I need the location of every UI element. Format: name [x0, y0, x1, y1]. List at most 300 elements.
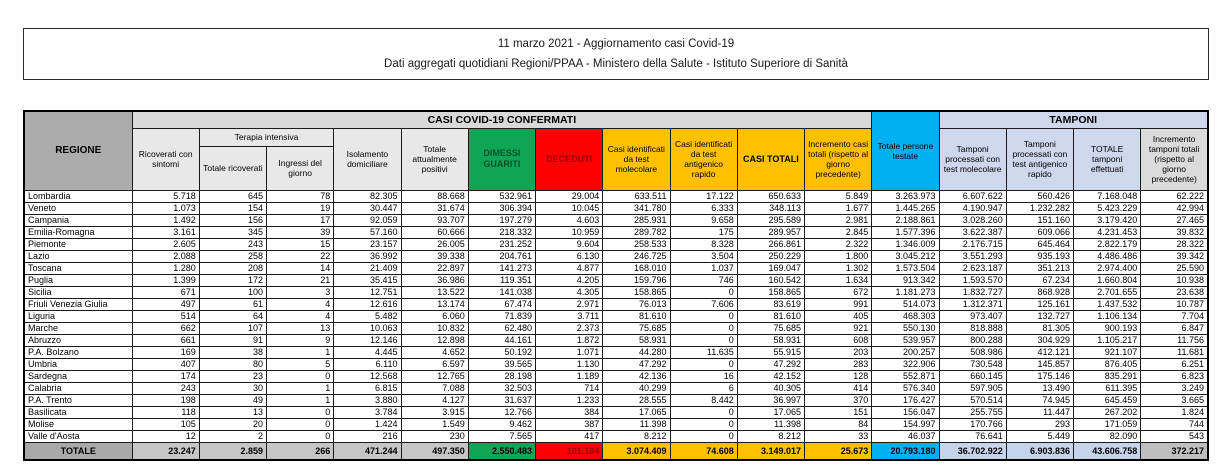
value-cell: 231.252 — [468, 238, 535, 250]
table-row — [24, 214, 1208, 226]
value-cell: 7.168.048 — [1074, 190, 1141, 202]
value-cell: 405 — [805, 310, 872, 322]
value-cell: 28.555 — [603, 394, 670, 406]
value-cell: 714 — [536, 382, 603, 394]
value-cell: 25.590 — [1141, 262, 1208, 274]
value-cell: 119.351 — [468, 274, 535, 286]
value-cell: 174 — [132, 370, 199, 382]
col-header-persone-testate: Totale persone testate — [872, 111, 939, 190]
value-cell: 158.865 — [737, 286, 804, 298]
value-cell: 156 — [199, 214, 266, 226]
value-cell: 935.193 — [1006, 250, 1073, 262]
value-cell: 203 — [805, 346, 872, 358]
table-row — [24, 418, 1208, 430]
value-cell: 26.005 — [401, 238, 468, 250]
value-cell: 2.623.187 — [939, 262, 1006, 274]
value-cell: 597.905 — [939, 382, 1006, 394]
total-value-cell: 25.673 — [805, 442, 872, 460]
col-header-ingressi-giorno: Ingressi del giorno — [267, 146, 334, 190]
value-cell: 2.322 — [805, 238, 872, 250]
value-cell: 11.398 — [737, 418, 804, 430]
value-cell: 100 — [199, 286, 266, 298]
value-cell: 42.152 — [737, 370, 804, 382]
region-name-cell: Piemonte — [24, 238, 132, 250]
value-cell: 570.514 — [939, 394, 1006, 406]
value-cell: 0 — [267, 370, 334, 382]
value-cell: 28.198 — [468, 370, 535, 382]
value-cell: 81.610 — [603, 310, 670, 322]
value-cell: 172 — [199, 274, 266, 286]
region-name-cell: P.A. Trento — [24, 394, 132, 406]
value-cell: 1.312.371 — [939, 298, 1006, 310]
group-header-tamponi: TAMPONI — [939, 111, 1208, 128]
value-cell: 1.677 — [805, 202, 872, 214]
value-cell: 175.146 — [1006, 370, 1073, 382]
value-cell: 17.122 — [670, 190, 737, 202]
table-row — [24, 202, 1208, 214]
value-cell: 7.606 — [670, 298, 737, 310]
value-cell: 289.957 — [737, 226, 804, 238]
region-name-cell: Sicilia — [24, 286, 132, 298]
value-cell: 11.398 — [603, 418, 670, 430]
value-cell: 1.037 — [670, 262, 737, 274]
value-cell: 0 — [670, 334, 737, 346]
value-cell: 154 — [199, 202, 266, 214]
value-cell: 20 — [199, 418, 266, 430]
value-cell: 12.616 — [334, 298, 401, 310]
value-cell: 1.106.134 — [1074, 310, 1141, 322]
value-cell: 3.028.260 — [939, 214, 1006, 226]
value-cell: 58.931 — [737, 334, 804, 346]
col-header-regione: REGIONE — [24, 111, 132, 190]
value-cell: 12 — [132, 430, 199, 442]
table-row — [24, 286, 1208, 298]
value-cell: 412.121 — [1006, 346, 1073, 358]
value-cell: 3.711 — [536, 310, 603, 322]
value-cell: 4.877 — [536, 262, 603, 274]
value-cell: 3.665 — [1141, 394, 1208, 406]
value-cell: 67.474 — [468, 298, 535, 310]
value-cell: 60.666 — [401, 226, 468, 238]
value-cell: 35.415 — [334, 274, 401, 286]
value-cell: 1.445.265 — [872, 202, 939, 214]
value-cell: 900.193 — [1074, 322, 1141, 334]
value-cell: 9 — [267, 334, 334, 346]
value-cell: 304.929 — [1006, 334, 1073, 346]
value-cell: 4.445 — [334, 346, 401, 358]
value-cell: 0 — [670, 418, 737, 430]
value-cell: 9.658 — [670, 214, 737, 226]
value-cell: 414 — [805, 382, 872, 394]
value-cell: 218.332 — [468, 226, 535, 238]
value-cell: 80 — [199, 358, 266, 370]
value-cell: 0 — [267, 418, 334, 430]
value-cell: 6.607.622 — [939, 190, 1006, 202]
value-cell: 82.090 — [1074, 430, 1141, 442]
value-cell: 645 — [199, 190, 266, 202]
value-cell: 370 — [805, 394, 872, 406]
value-cell: 0 — [267, 406, 334, 418]
value-cell: 46.037 — [872, 430, 939, 442]
value-cell: 1.824 — [1141, 406, 1208, 418]
value-cell: 4.652 — [401, 346, 468, 358]
value-cell: 576.340 — [872, 382, 939, 394]
table-body — [24, 190, 1208, 442]
value-cell: 1.232.282 — [1006, 202, 1073, 214]
value-cell: 198 — [132, 394, 199, 406]
value-cell: 3.161 — [132, 226, 199, 238]
value-cell: 1.832.727 — [939, 286, 1006, 298]
value-cell: 2.176.715 — [939, 238, 1006, 250]
value-cell: 5.423.229 — [1074, 202, 1141, 214]
value-cell: 128 — [805, 370, 872, 382]
value-cell: 913.342 — [872, 274, 939, 286]
value-cell: 12.765 — [401, 370, 468, 382]
region-name-cell: Liguria — [24, 310, 132, 322]
value-cell: 1.800 — [805, 250, 872, 262]
value-cell: 2 — [199, 430, 266, 442]
value-cell: 6.823 — [1141, 370, 1208, 382]
value-cell: 532.961 — [468, 190, 535, 202]
table-row — [24, 382, 1208, 394]
value-cell: 0 — [670, 286, 737, 298]
value-cell: 6.847 — [1141, 322, 1208, 334]
value-cell: 44.280 — [603, 346, 670, 358]
value-cell: 835.291 — [1074, 370, 1141, 382]
value-cell: 921 — [805, 322, 872, 334]
value-cell: 14 — [267, 262, 334, 274]
value-cell: 10.959 — [536, 226, 603, 238]
value-cell: 746 — [670, 274, 737, 286]
value-cell: 384 — [536, 406, 603, 418]
value-cell: 1.130 — [536, 358, 603, 370]
value-cell: 4.486.486 — [1074, 250, 1141, 262]
table-row — [24, 298, 1208, 310]
value-cell: 42.136 — [603, 370, 670, 382]
value-cell: 1.593.570 — [939, 274, 1006, 286]
value-cell: 8.442 — [670, 394, 737, 406]
value-cell: 608 — [805, 334, 872, 346]
total-value-cell: 74.608 — [670, 442, 737, 460]
value-cell: 468.303 — [872, 310, 939, 322]
value-cell: 230 — [401, 430, 468, 442]
value-cell: 23 — [199, 370, 266, 382]
value-cell: 267.202 — [1074, 406, 1141, 418]
value-cell: 0 — [670, 406, 737, 418]
value-cell: 3.045.212 — [872, 250, 939, 262]
table-row — [24, 238, 1208, 250]
value-cell: 158.865 — [603, 286, 670, 298]
value-cell: 12.751 — [334, 286, 401, 298]
value-cell: 118 — [132, 406, 199, 418]
value-cell: 514.073 — [872, 298, 939, 310]
value-cell: 1 — [267, 346, 334, 358]
value-cell: 7.565 — [468, 430, 535, 442]
value-cell: 1.549 — [401, 418, 468, 430]
region-name-cell: Lombardia — [24, 190, 132, 202]
value-cell: 514 — [132, 310, 199, 322]
value-cell: 204.761 — [468, 250, 535, 262]
value-cell: 508.986 — [939, 346, 1006, 358]
value-cell: 47.292 — [603, 358, 670, 370]
table-row — [24, 370, 1208, 382]
value-cell: 10.938 — [1141, 274, 1208, 286]
value-cell: 11.681 — [1141, 346, 1208, 358]
value-cell: 32.503 — [468, 382, 535, 394]
value-cell: 10.045 — [536, 202, 603, 214]
value-cell: 560.426 — [1006, 190, 1073, 202]
total-value-cell: 23.247 — [132, 442, 199, 460]
value-cell: 0 — [670, 358, 737, 370]
value-cell: 1 — [267, 382, 334, 394]
value-cell: 13.522 — [401, 286, 468, 298]
table-row — [24, 322, 1208, 334]
value-cell: 55.915 — [737, 346, 804, 358]
value-cell: 4 — [267, 298, 334, 310]
value-cell: 1.424 — [334, 418, 401, 430]
value-cell: 78 — [267, 190, 334, 202]
value-cell: 107 — [199, 322, 266, 334]
col-header-deceduti: DECEDUTI — [536, 128, 603, 190]
value-cell: 75.685 — [603, 322, 670, 334]
value-cell: 91 — [199, 334, 266, 346]
value-cell: 29.004 — [536, 190, 603, 202]
value-cell: 5.718 — [132, 190, 199, 202]
value-cell: 4.231.453 — [1074, 226, 1141, 238]
value-cell: 266.861 — [737, 238, 804, 250]
value-cell: 38 — [199, 346, 266, 358]
group-header-terapia-intensiva: Terapia intensiva — [199, 128, 334, 146]
value-cell: 145.857 — [1006, 358, 1073, 370]
value-cell: 609.066 — [1006, 226, 1073, 238]
value-cell: 407 — [132, 358, 199, 370]
value-cell: 17.065 — [603, 406, 670, 418]
value-cell: 295.589 — [737, 214, 804, 226]
col-header-tamponi-molecolare: Tamponi processati con test molecolare — [939, 128, 1006, 190]
value-cell: 36.986 — [401, 274, 468, 286]
value-cell: 876.405 — [1074, 358, 1141, 370]
value-cell: 92.059 — [334, 214, 401, 226]
total-value-cell: 2.859 — [199, 442, 266, 460]
col-header-incremento-casi: Incremento casi totali (rispetto al giorno precedente) — [805, 128, 872, 190]
table-row — [24, 310, 1208, 322]
value-cell: 170.766 — [939, 418, 1006, 430]
value-cell: 9.462 — [468, 418, 535, 430]
total-value-cell: 3.149.017 — [737, 442, 804, 460]
total-value-cell: 3.074.409 — [603, 442, 670, 460]
table-row — [24, 358, 1208, 370]
value-cell: 3.915 — [401, 406, 468, 418]
value-cell: 543 — [1141, 430, 1208, 442]
report-title-box — [23, 28, 1209, 80]
value-cell: 105 — [132, 418, 199, 430]
value-cell: 169 — [132, 346, 199, 358]
value-cell: 1.071 — [536, 346, 603, 358]
value-cell: 672 — [805, 286, 872, 298]
table-row — [24, 262, 1208, 274]
col-header-casi-totali: CASI TOTALI — [737, 128, 804, 190]
value-cell: 5.482 — [334, 310, 401, 322]
value-cell: 258.533 — [603, 238, 670, 250]
value-cell: 973.407 — [939, 310, 1006, 322]
value-cell: 921.107 — [1074, 346, 1141, 358]
value-cell: 3.179.420 — [1074, 214, 1141, 226]
report-subtitle: Dati aggregati quotidiani Regioni/PPAA - Ministero della Salute - Istituto Superiore di Sanità — [384, 58, 848, 71]
value-cell: 0 — [267, 430, 334, 442]
table-row — [24, 190, 1208, 202]
value-cell: 1.233 — [536, 394, 603, 406]
value-cell: 3 — [267, 286, 334, 298]
value-cell: 74.945 — [1006, 394, 1073, 406]
value-cell: 348.113 — [737, 202, 804, 214]
region-name-cell: Sardegna — [24, 370, 132, 382]
value-cell: 49 — [199, 394, 266, 406]
value-cell: 10.063 — [334, 322, 401, 334]
value-cell: 671 — [132, 286, 199, 298]
value-cell: 1.492 — [132, 214, 199, 226]
value-cell: 2.845 — [805, 226, 872, 238]
value-cell: 28.322 — [1141, 238, 1208, 250]
value-cell: 7.088 — [401, 382, 468, 394]
value-cell: 250.229 — [737, 250, 804, 262]
value-cell: 4.205 — [536, 274, 603, 286]
value-cell: 50.192 — [468, 346, 535, 358]
region-name-cell: Lazio — [24, 250, 132, 262]
value-cell: 289.782 — [603, 226, 670, 238]
table-row — [24, 394, 1208, 406]
totals-row — [24, 442, 1208, 460]
value-cell: 88.668 — [401, 190, 468, 202]
value-cell: 4 — [267, 310, 334, 322]
value-cell: 3.249 — [1141, 382, 1208, 394]
region-name-cell: Veneto — [24, 202, 132, 214]
col-header-attualmente-positivi: Totale attualmente positivi — [401, 128, 468, 190]
value-cell: 151 — [805, 406, 872, 418]
value-cell: 21.409 — [334, 262, 401, 274]
value-cell: 40.305 — [737, 382, 804, 394]
value-cell: 2.971 — [536, 298, 603, 310]
value-cell: 3.880 — [334, 394, 401, 406]
value-cell: 387 — [536, 418, 603, 430]
value-cell: 17 — [267, 214, 334, 226]
value-cell: 3.504 — [670, 250, 737, 262]
col-header-casi-molecolare: Casi identificati da test molecolare — [603, 128, 670, 190]
value-cell: 154.997 — [872, 418, 939, 430]
region-name-cell: Puglia — [24, 274, 132, 286]
value-cell: 40.299 — [603, 382, 670, 394]
value-cell: 730.548 — [939, 358, 1006, 370]
value-cell: 23.638 — [1141, 286, 1208, 298]
region-name-cell: Marche — [24, 322, 132, 334]
value-cell: 650.633 — [737, 190, 804, 202]
value-cell: 36.992 — [334, 250, 401, 262]
value-cell: 991 — [805, 298, 872, 310]
value-cell: 132.727 — [1006, 310, 1073, 322]
value-cell: 61 — [199, 298, 266, 310]
value-cell: 197.279 — [468, 214, 535, 226]
value-cell: 8.212 — [737, 430, 804, 442]
value-cell: 1.634 — [805, 274, 872, 286]
value-cell: 62.480 — [468, 322, 535, 334]
region-name-cell: Abruzzo — [24, 334, 132, 346]
value-cell: 611.395 — [1074, 382, 1141, 394]
value-cell: 0 — [670, 310, 737, 322]
value-cell: 1.660.804 — [1074, 274, 1141, 286]
total-value-cell: 497.350 — [401, 442, 468, 460]
value-cell: 3.784 — [334, 406, 401, 418]
value-cell: 6.110 — [334, 358, 401, 370]
value-cell: 6.333 — [670, 202, 737, 214]
value-cell: 12.766 — [468, 406, 535, 418]
region-name-cell: Basilicata — [24, 406, 132, 418]
value-cell: 2.088 — [132, 250, 199, 262]
value-cell: 42.994 — [1141, 202, 1208, 214]
value-cell: 1.189 — [536, 370, 603, 382]
table-row — [24, 274, 1208, 286]
value-cell: 3.551.293 — [939, 250, 1006, 262]
value-cell: 1 — [267, 394, 334, 406]
value-cell: 1.573.504 — [872, 262, 939, 274]
col-header-dimessi-guariti: DIMESSI GUARITI — [468, 128, 535, 190]
value-cell: 2.701.655 — [1074, 286, 1141, 298]
value-cell: 285.931 — [603, 214, 670, 226]
covid-data-table — [23, 110, 1209, 461]
value-cell: 818.888 — [939, 322, 1006, 334]
col-header-isolamento: Isolamento domiciliare — [334, 128, 401, 190]
region-name-cell: Friuli Venezia Giulia — [24, 298, 132, 310]
value-cell: 156.047 — [872, 406, 939, 418]
value-cell: 417 — [536, 430, 603, 442]
value-cell: 9.604 — [536, 238, 603, 250]
value-cell: 4.190.947 — [939, 202, 1006, 214]
value-cell: 662 — [132, 322, 199, 334]
value-cell: 1.280 — [132, 262, 199, 274]
value-cell: 11.635 — [670, 346, 737, 358]
col-header-tamponi-antigenico: Tamponi processati con test antigenico rapido — [1006, 128, 1073, 190]
value-cell: 341.780 — [603, 202, 670, 214]
value-cell: 1.872 — [536, 334, 603, 346]
value-cell: 13.490 — [1006, 382, 1073, 394]
value-cell: 6.815 — [334, 382, 401, 394]
value-cell: 58.931 — [603, 334, 670, 346]
value-cell: 71.839 — [468, 310, 535, 322]
value-cell: 57.160 — [334, 226, 401, 238]
value-cell: 868.928 — [1006, 286, 1073, 298]
value-cell: 800.288 — [939, 334, 1006, 346]
region-name-cell: Calabria — [24, 382, 132, 394]
value-cell: 6 — [670, 382, 737, 394]
value-cell: 2.974.400 — [1074, 262, 1141, 274]
value-cell: 93.707 — [401, 214, 468, 226]
total-value-cell: 43.606.758 — [1074, 442, 1141, 460]
value-cell: 175 — [670, 226, 737, 238]
region-name-cell: Molise — [24, 418, 132, 430]
value-cell: 539.957 — [872, 334, 939, 346]
value-cell: 2.981 — [805, 214, 872, 226]
value-cell: 255.755 — [939, 406, 1006, 418]
value-cell: 39.342 — [1141, 250, 1208, 262]
total-value-cell: 36.702.922 — [939, 442, 1006, 460]
value-cell: 2.373 — [536, 322, 603, 334]
region-name-cell: Valle d'Aosta — [24, 430, 132, 442]
value-cell: 208 — [199, 262, 266, 274]
value-cell: 633.511 — [603, 190, 670, 202]
total-value-cell: 266 — [267, 442, 334, 460]
table-footer — [24, 442, 1208, 460]
value-cell: 5 — [267, 358, 334, 370]
region-name-cell: Umbria — [24, 358, 132, 370]
value-cell: 550.130 — [872, 322, 939, 334]
